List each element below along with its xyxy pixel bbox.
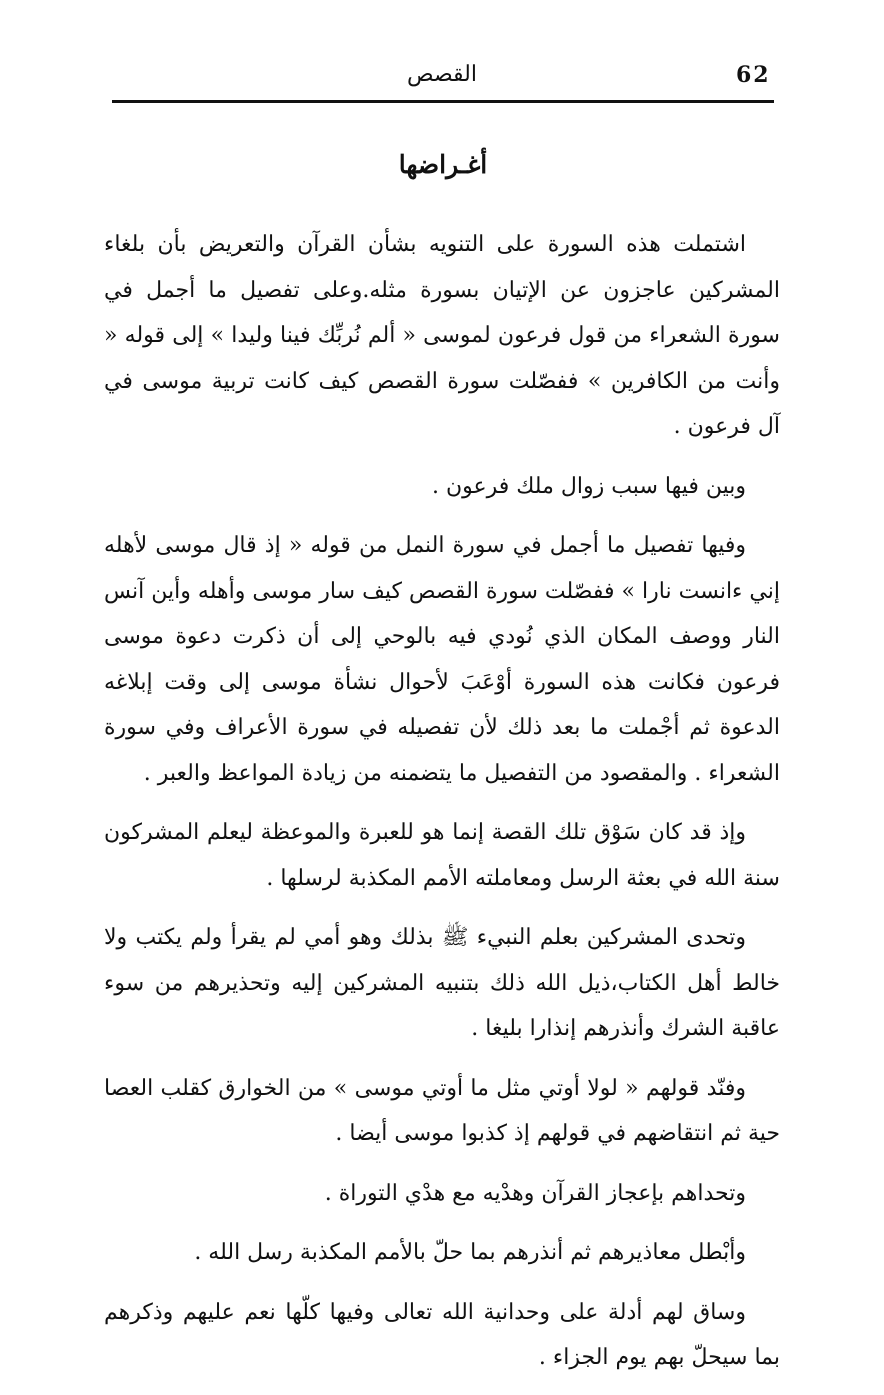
paragraph-3: وفيها تفصيل ما أجمل في سورة النمل من قوله « إذ قال موسى لأهله إني ءانست نارا » ففصّلت سورة القصص كيف سار موسى وأهله وأين آنس النار ووصف المكان الذي نُودي فيه بالوحي إلى أن ذكرت دعوة موسى فرعون فكانت هذه السورة أوْعَبَ لأحوال نشأة موسى إلى وقت إبلاغه الدعوة ثم أجْملت ما بعد ذلك لأن تفصيله في سورة الأعراف وفي سورة الشعراء . والمقصود من التفصيل ما يتضمنه من زيادة المواعظ والعبر . [104,533,780,786]
page-header [112,58,774,102]
body-text [104,222,780,1395]
header-rule [112,100,774,103]
paragraph-7: وتحداهم بإعجاز القرآن وهدْيه مع هدْي التوراة . [324,1180,746,1206]
running-title: القصص [407,62,477,87]
paragraph-9: وساق لهم أدلة على وحدانية الله تعالى وفيها كلّها نعم عليهم وذكرهم بما سيحلّ بهم يوم الجزاء . [104,1299,780,1370]
paragraph-4: وإذ قد كان سَوْق تلك القصة إنما هو للعبرة والموعظة ليعلم المشركون سنة الله في بعثة الرسل ومعاملته الأمم المكذبة لرسلها . [104,820,780,891]
page-number: 62 [736,62,771,88]
paragraph-8: وأبْطل معاذيرهم ثم أنذرهم بما حلّ بالأمم المكذبة رسل الله . [194,1240,746,1265]
paragraph-6: وفنّد قولهم « لولا أوتي مثل ما أوتي موسى » من الخوارق كقلب العصا حية ثم انتقاضهم في قولهم إذ كذبوا موسى أيضا . [104,1075,780,1146]
paragraph-1: اشتملت هذه السورة على التنويه بشأن القرآن والتعريض بأن بلغاء المشركين عاجزون عن الإتيان بسورة مثله.وعلى تفصيل ما أجمل في سورة الشعراء من قول فرعون لموسى « ألم نُربِّك فينا وليدا » إلى قوله « وأنت من الكافرين » ففصّلت سورة القصص كيف كانت تربية موسى في آل فرعون . [104,232,780,439]
section-title: أغـراضها [398,150,488,179]
paragraph-2: وبين فيها سبب زوال ملك فرعون . [431,473,746,499]
paragraph-5: وتحدى المشركين بعلم النبيء ﷺ بذلك وهو أمي لم يقرأ ولم يكتب ولا خالط أهل الكتاب،ذيل الله ذلك بتنبيه المشركين إليه وتحذيرهم من سوء عاقبة الشرك وأنذرهم إنذارا بليغا . [104,925,780,1041]
